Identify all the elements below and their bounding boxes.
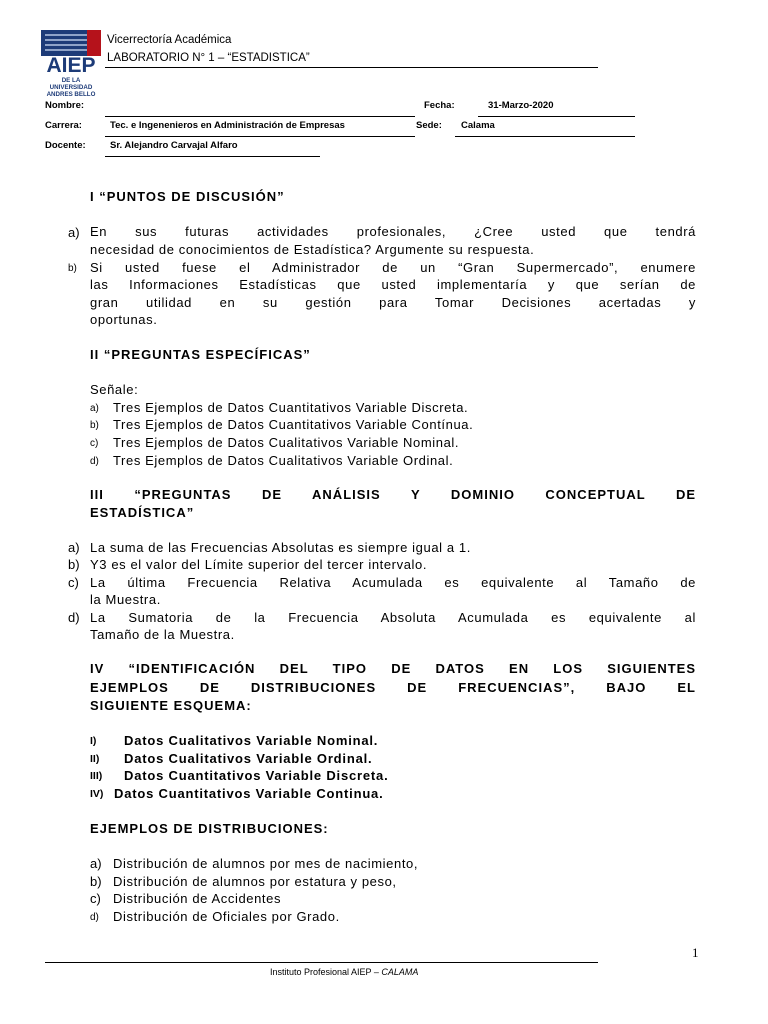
- section-4-title-cont: EJEMPLOS DE DISTRIBUCIONES DE FRECUENCIAS”, BAJO EL: [90, 680, 696, 695]
- footer-rule: [45, 962, 598, 963]
- fecha-value: 31-Marzo-2020: [488, 100, 554, 111]
- section-4-title: IV “IDENTIFICACIÓN DEL TIPO DE DATOS EN LOS SIGUIENTES: [90, 661, 696, 676]
- list-item: Tres Ejemplos de Datos Cualitativos Variable Nominal.: [113, 435, 460, 450]
- list-item: Distribución de alumnos por estatura y peso,: [113, 874, 397, 889]
- section-2-title: II “PREGUNTAS ESPECÍFICAS”: [90, 347, 311, 362]
- header-lab-title: LABORATORIO N° 1 – “ESTADISTICA”: [107, 52, 310, 64]
- section-1-title: I “PUNTOS DE DISCUSIÓN”: [90, 189, 285, 204]
- logo-text: AIEP: [46, 54, 96, 77]
- header-department: Vicerrectoría Académica: [107, 34, 232, 46]
- list-item: Distribución de Oficiales por Grado.: [113, 909, 340, 924]
- list-marker: c): [68, 575, 79, 590]
- list-marker: d): [90, 912, 99, 923]
- carrera-line: [105, 136, 415, 137]
- carrera-value: Tec. e Ingenenieros en Administración de Empresas: [110, 120, 345, 131]
- list-marker: c): [90, 891, 101, 906]
- list-marker: b): [90, 420, 99, 431]
- carrera-label: Carrera:: [45, 120, 82, 131]
- scheme-item: Datos Cualitativos Variable Ordinal.: [124, 751, 373, 766]
- list-marker: a): [90, 856, 102, 871]
- list-marker: d): [90, 456, 99, 467]
- list-item: Tres Ejemplos de Datos Cuantitativos Variable Discreta.: [113, 400, 469, 415]
- section-4-title-cont: SIGUIENTE ESQUEMA:: [90, 698, 252, 713]
- list-item-line: En sus futuras actividades profesionales, ¿Cree usted que tendrá: [90, 224, 696, 239]
- section-2-intro: Señale:: [90, 382, 139, 397]
- footer-text: [270, 967, 418, 977]
- footer-institution: Instituto Profesional AIEP –: [270, 967, 382, 977]
- list-item: Distribución de alumnos por mes de nacimiento,: [113, 856, 419, 871]
- fecha-line: [478, 116, 635, 117]
- footer-campus: CALAMA: [381, 967, 419, 977]
- list-marker: b): [68, 263, 77, 274]
- scheme-marker: II): [90, 753, 100, 765]
- docente-line: [105, 156, 320, 157]
- list-item-line: oportunas.: [90, 312, 158, 327]
- docente-label: Docente:: [45, 140, 86, 151]
- list-item: Tres Ejemplos de Datos Cuantitativos Variable Contínua.: [113, 417, 474, 432]
- scheme-item: Datos Cuantitativos Variable Discreta.: [124, 768, 389, 783]
- list-marker: c): [90, 438, 99, 449]
- scheme-marker: III): [90, 770, 103, 782]
- docente-value: Sr. Alejandro Carvajal Alfaro: [110, 140, 238, 151]
- list-marker: a): [68, 225, 80, 240]
- list-item-line: necesidad de conocimientos de Estadística? Argumente su respuesta.: [90, 242, 535, 257]
- section-3-title: III “PREGUNTAS DE ANÁLISIS Y DOMINIO CONCEPTUAL DE: [90, 487, 696, 502]
- list-item-line: gran utilidad en su gestión para Tomar Decisiones acertadas y: [90, 295, 696, 310]
- scheme-item: Datos Cuantitativos Variable Continua.: [114, 786, 384, 801]
- logo-subtitle: DE LA UNIVERSIDAD ANDRES BELLO: [46, 77, 96, 98]
- list-item-line: La suma de las Frecuencias Absolutas es siempre igual a 1.: [90, 540, 471, 555]
- list-marker: b): [68, 557, 80, 572]
- list-item: Tres Ejemplos de Datos Cualitativos Variable Ordinal.: [113, 453, 454, 468]
- examples-title: EJEMPLOS DE DISTRIBUCIONES:: [90, 821, 329, 836]
- header-rule: [105, 67, 598, 68]
- nombre-line: [105, 116, 415, 117]
- list-item-line: La Sumatoria de la Frecuencia Absoluta Acumulada es equivalente al: [90, 610, 696, 625]
- list-item-line: Y3 es el valor del Límite superior del tercer intervalo.: [90, 557, 428, 572]
- list-marker: b): [90, 874, 102, 889]
- list-marker: a): [90, 403, 99, 414]
- scheme-marker: IV): [90, 788, 104, 800]
- list-marker: a): [68, 540, 80, 555]
- scheme-marker: I): [90, 735, 97, 747]
- fecha-label: Fecha:: [424, 100, 455, 111]
- nombre-label: Nombre:: [45, 100, 85, 111]
- aiep-logo: [41, 30, 101, 98]
- scheme-item: Datos Cualitativos Variable Nominal.: [124, 733, 379, 748]
- sede-value: Calama: [461, 120, 495, 131]
- list-item: Distribución de Accidentes: [113, 891, 282, 906]
- list-item-line: la Muestra.: [90, 592, 161, 607]
- list-item-line: las Informaciones Estadísticas que usted implementaría y que serían de: [90, 277, 696, 292]
- section-3-title-cont: ESTADÍSTICA”: [90, 505, 195, 520]
- sede-label: Sede:: [416, 120, 442, 131]
- list-item-line: La última Frecuencia Relativa Acumulada es equivalente al Tamaño de: [90, 575, 696, 590]
- sede-line: [455, 136, 635, 137]
- list-marker: d): [68, 610, 80, 625]
- list-item-line: Tamaño de la Muestra.: [90, 627, 235, 642]
- list-item-line: Si usted fuese el Administrador de un “Gran Supermercado”, enumere: [90, 260, 696, 275]
- logo-emblem: [41, 30, 101, 56]
- page-number: 1: [692, 945, 699, 960]
